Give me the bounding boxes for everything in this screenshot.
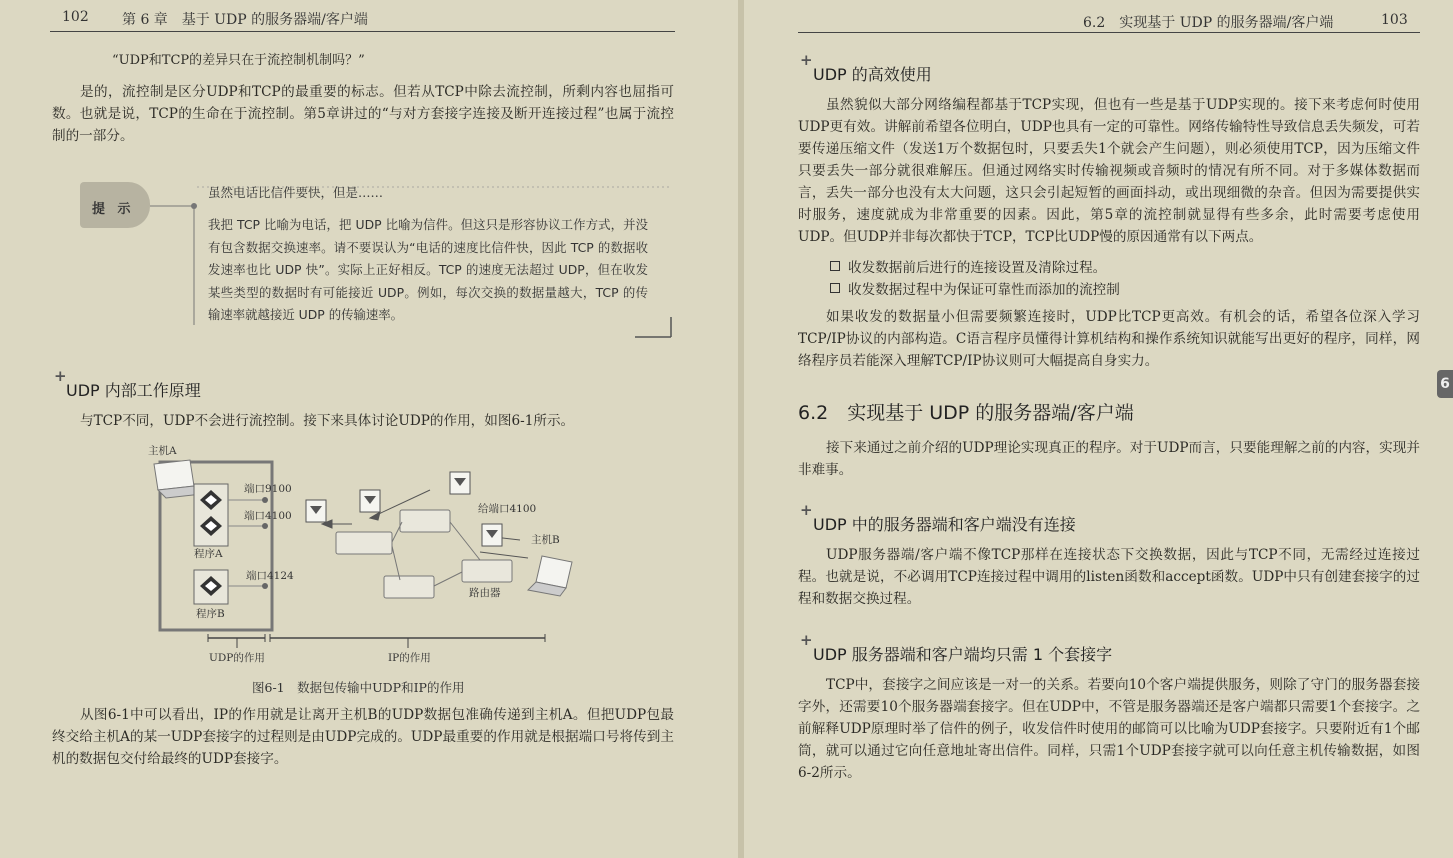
fig-to-port-label: 给端口4100: [478, 503, 537, 515]
paragraph-no-connection: UDP服务器端/客户端不像TCP那样在连接状态下交换数据，因此与TCP不同，无需经过连接过程。也就是说，不必调用TCP连接过程中调用的listen函数和accept函数。UDP中只有创建套接字的过程和数据交换过程。: [798, 547, 1420, 607]
fig-host-a-label: 主机A: [148, 445, 177, 457]
paragraph-flow-control: 是的，流控制是区分UDP和TCP的最重要的标志。但若从TCP中除去流控制，所剩内容也屈指可数。也就是说，TCP的生命在于流控制。第5章讲过的“与对方套接字连接及断开连接过程”也属于流控制的一部分。: [52, 84, 674, 144]
right-running-head: 6.2 实现基于 UDP 的服务器端/客户端: [1083, 15, 1334, 31]
tip-title: 虽然电话比信件要快，但是……: [208, 185, 384, 200]
fig-router-label: 路由器: [469, 587, 501, 599]
bullet-item-connection: 收发数据前后进行的连接设置及清除过程。: [830, 256, 1106, 276]
paragraph-udp-efficient-2: 如果收发的数据量小但需要频繁连接时，UDP比TCP更高效。有机会的话，希望各位深入学习TCP/IP协议的内部构造。C语言程序员懂得计算机结构和操作系统知识就能写出更好的程序，同样，网络程序员若能深入理解TCP/IP协议则可大幅提高自身实力。: [798, 309, 1420, 369]
tip-label: 提 示: [92, 202, 135, 217]
section-title-one-socket: UDP 服务器端和客户端均只需 1 个套接字: [813, 645, 1113, 664]
fig-udp-role-label: UDP的作用: [209, 652, 265, 664]
fig-ip-role-label: IP的作用: [388, 652, 431, 664]
section-heading-6-2: 6.2 实现基于 UDP 的服务器端/客户端: [798, 402, 1134, 424]
paragraph-6-2-intro: 接下来通过之前介绍的UDP理论实现真正的程序。对于UDP而言，只要能理解之前的内容，实现并非难事。: [798, 440, 1420, 478]
paragraph-one-socket: TCP中，套接字之间应该是一对一的关系。若要向10个客户端提供服务，则除了守门的服务器套接字外，还需要10个服务器端套接字。但在UDP中，不管是服务器端还是客户端都只需要1个套接字。之前解释UDP原理时举了信件的例子，收发信件时使用的邮筒可以比喻为UDP套接字。只要附近有1个邮筒，就可以通过它向任意地址寄出信件。同样，只需1个UDP套接字就可以向任意主机传输数据，如图6-2所示。: [798, 677, 1420, 781]
figure-caption: 图6-1 数据包传输中UDP和IP的作用: [252, 680, 465, 695]
question-heading: “UDP和TCP的差异只在于流控制机制吗？”: [112, 53, 365, 68]
fig-port-4124-label: 端口4124: [246, 570, 294, 582]
bullet-box-icon: [830, 283, 840, 293]
chapter-tab: 6: [1437, 370, 1453, 398]
fig-program-b-label: 程序B: [196, 608, 225, 620]
bullet-box-icon: [830, 261, 840, 271]
tip-body: 我把 TCP 比喻为电话，把 UDP 比喻为信件。但这只是形容协议工作方式，并没有包含数据交换速率。请不要误认为“电话的速度比信件快，因此 TCP 的数据收发速率也比 UDP 快”。实际上正好相反。TCP 的速度无法超过 UDP，但在收发某些类型的数据时有可能接近 UDP。例如，每次交换的数据量越大，TCP 的传输速率就越接近 UDP 的传输速率。: [208, 217, 648, 322]
bullet-item-flow-control: 收发数据过程中为保证可靠性而添加的流控制: [830, 278, 1120, 298]
section-title-udp-internals: UDP 内部工作原理: [66, 381, 201, 400]
paragraph-udp-efficient: 虽然貌似大部分网络编程都基于TCP实现，但也有一些是基于UDP实现的。接下来考虑何时使用UDP更有效。讲解前希望各位明白，UDP也具有一定的可靠性。网络传输特性导致信息丢失频发，可若要传递压缩文件（发送1万个数据包时，只要丢失1个就会产生问题），则必须使用TCP，因为压缩文件只要丢失一部分就很难解压。但通过网络实时传输视频或音频时的情况有所不同。对于多媒体数据而言，丢失一部分也没有太大问题，这只会引起短暂的画面抖动，或出现细微的杂音。但因为需要提供实时服务，速度就成为非常重要的因素。因此，第5章的流控制就显得有些多余，此时需要考虑使用UDP。但UDP并非每次都快于TCP，TCP比UDP慢的原因通常有以下两点。: [798, 97, 1420, 245]
left-page-number: 102: [62, 9, 89, 25]
fig-program-a-label: 程序A: [194, 548, 223, 560]
right-header-rule: [798, 32, 1420, 33]
left-header-rule: [50, 31, 675, 32]
left-running-head: 第 6 章 基于 UDP 的服务器端/客户端: [122, 12, 368, 28]
section-plus-icon: +: [800, 631, 813, 649]
fig-port-4100-label: 端口4100: [244, 510, 292, 522]
fig-host-b-label: 主机B: [531, 534, 560, 546]
paragraph-udp-intro: 与TCP不同，UDP不会进行流控制。接下来具体讨论UDP的作用，如图6-1所示。: [80, 413, 575, 429]
paragraph-udp-role: 从图6-1中可以看出，IP的作用就是让离开主机B的UDP数据包准确传递到主机A。但把UDP包最终交给主机A的某一UDP套接字的过程则是由UDP完成的。UDP最重要的作用就是根据端口号将传到主机的数据包交付给最终的UDP套接字。: [52, 707, 674, 767]
right-page-number: 103: [1381, 12, 1408, 28]
fig-port-9100-label: 端口9100: [244, 483, 292, 495]
section-plus-icon: +: [800, 51, 813, 69]
section-title-udp-efficient: UDP 的高效使用: [813, 65, 932, 84]
section-plus-icon: +: [800, 501, 813, 519]
section-title-no-connection: UDP 中的服务器端和客户端没有连接: [813, 515, 1076, 534]
section-plus-icon: +: [54, 367, 67, 385]
